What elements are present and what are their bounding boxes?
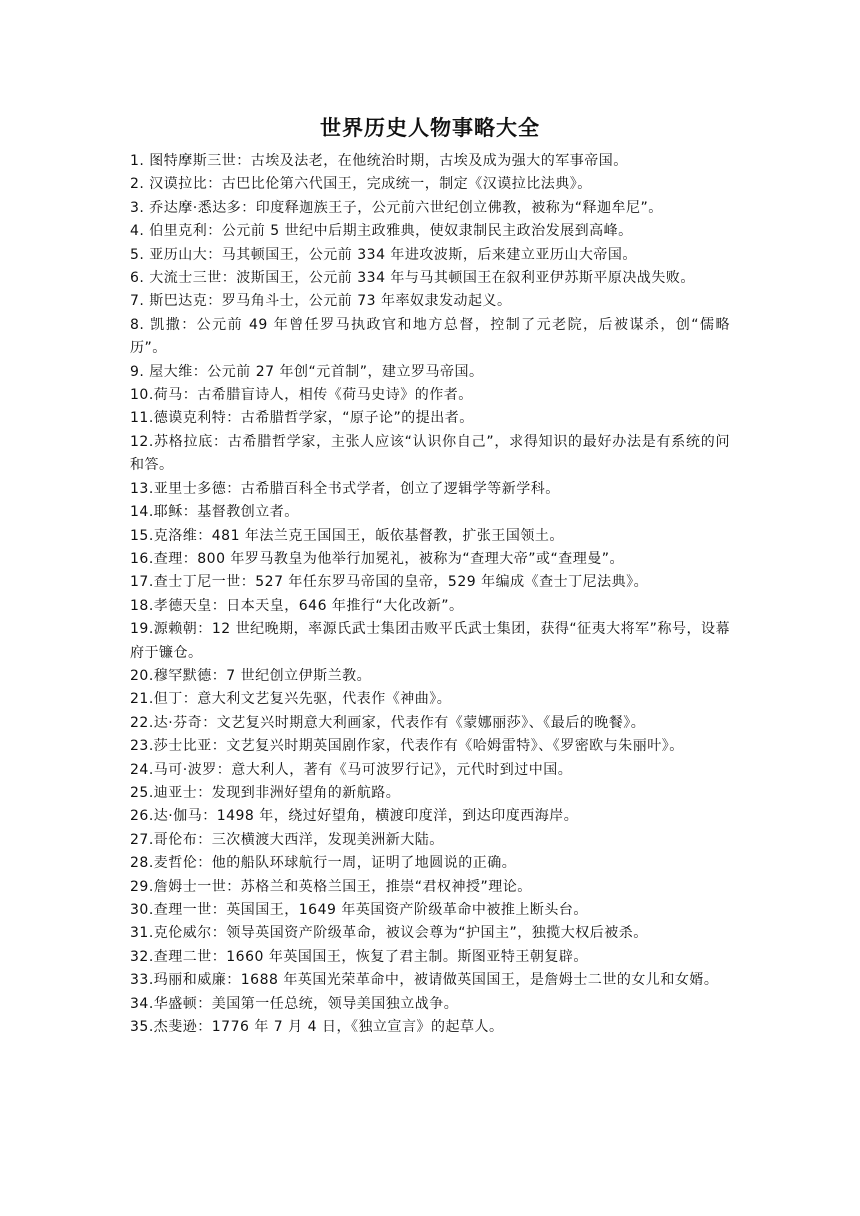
list-item: 19.源赖朝：12 世纪晚期，率源氏武士集团击败平氏武士集团，获得“征夷大将军”称号，设幕府于镰仓。 <box>130 621 730 661</box>
list-item: 30.查理一世：英国国王，1649 年英国资产阶级革命中被推上断头台。 <box>130 902 588 918</box>
list-item: 6. 大流士三世：波斯国王，公元前 334 年与马其顿国王在叙利亚伊苏斯平原决战失败。 <box>130 270 695 287</box>
list-item: 31.克伦威尔：领导英国资产阶级革命，被议会尊为“护国主”，独揽大权后被杀。 <box>130 925 648 942</box>
list-item: 28.麦哲伦：他的船队环球航行一周，证明了地圆说的正确。 <box>130 855 517 872</box>
list-item: 16.查理：800 年罗马教皇为他举行加冕礼，被称为“查理大帝”或“查理曼”。 <box>130 550 624 567</box>
list-item: 2. 汉谟拉比：古巴比伦第六代国王，完成统一，制定《汉谟拉比法典》。 <box>130 176 592 193</box>
list-item: 14.耶稣：基督教创立者。 <box>130 504 299 521</box>
list-item: 32.查理二世：1660 年英国国王，恢复了君主制。斯图亚特王朝复辟。 <box>130 948 588 965</box>
list-item: 24.马可·波罗：意大利人，著有《马可波罗行记》，元代时到过中国。 <box>130 761 573 778</box>
list-item: 12.苏格拉底：古希腊哲学家，主张人应该“认识你自己”，求得知识的最好办法是有系统的问和答。 <box>130 433 730 474</box>
list-item: 10.荷马：古希腊盲诗人，相传《荷马史诗》的作者。 <box>130 387 473 404</box>
list-item: 27.哥伦布：三次横渡大西洋，发现美洲新大陆。 <box>130 831 444 848</box>
list-item: 9. 屋大维：公元前 27 年创“元首制”，建立罗马帝国。 <box>130 363 484 380</box>
list-item: 20.穆罕默德：7 世纪创立伊斯兰教。 <box>130 667 372 684</box>
page-title: 世界历史人物事略大全 <box>320 116 540 140</box>
list-item: 15.克洛维：481 年法兰克王国国王，皈依基督教，扩张王国领土。 <box>130 527 564 544</box>
list-item: 13.亚里士多德：古希腊百科全书式学者，创立了逻辑学等新学科。 <box>130 480 560 497</box>
list-item: 26.达·伽马：1498 年，绕过好望角，横渡印度洋，到达印度西海岸。 <box>130 808 579 825</box>
list-item: 11.德谟克利特：古希腊哲学家，“原子论”的提出者。 <box>130 410 474 427</box>
list-item: 35.杰斐逊：1776 年 7 月 4 日，《独立宣言》的起草人。 <box>130 1019 504 1036</box>
list-item: 8. 凯撒：公元前 49 年曾任罗马执政官和地方总督，控制了元老院，后被谋杀，创“儒略历”。 <box>130 316 730 357</box>
list-item: 17.查士丁尼一世：527 年任东罗马帝国的皇帝，529 年编成《查士丁尼法典》。 <box>130 574 649 591</box>
list-item: 22.达·芬奇：文艺复兴时期意大利画家，代表作有《蒙娜丽莎》、《最后的晚餐》。 <box>130 714 646 731</box>
list-item: 29.詹姆士一世：苏格兰和英格兰国王，推崇“君权神授”理论。 <box>130 878 532 895</box>
list-item: 33.玛丽和威廉：1688 年英国光荣革命中，被请做英国国王，是詹姆士二世的女儿和女婿。 <box>130 972 719 989</box>
entry-list <box>130 150 730 1039</box>
list-item: 3. 乔达摩·悉达多：印度释迦族王子，公元前六世纪创立佛教，被称为“释迦牟尼”。 <box>130 199 663 216</box>
list-item: 5. 亚历山大：马其顿国王，公元前 334 年进攻波斯，后来建立亚历山大帝国。 <box>130 246 637 263</box>
list-item: 1. 图特摩斯三世：古埃及法老，在他统治时期，古埃及成为强大的军事帝国。 <box>130 153 628 169</box>
list-item: 4. 伯里克利：公元前 5 世纪中后期主政雅典，使奴隶制民主政治发展到高峰。 <box>130 223 633 240</box>
list-item: 23.莎士比亚：文艺复兴时期英国剧作家，代表作有《哈姆雷特》、《罗密欧与朱丽叶》。 <box>130 738 684 755</box>
list-item: 25.迪亚士：发现到非洲好望角的新航路。 <box>130 784 401 801</box>
list-item: 7. 斯巴达克：罗马角斗士，公元前 73 年率奴隶发动起义。 <box>130 293 512 310</box>
list-item: 18.孝德天皇：日本天皇，646 年推行“大化改新”。 <box>130 597 464 614</box>
list-item: 21.但丁：意大利文艺复兴先驱，代表作《神曲》。 <box>130 691 452 708</box>
list-item: 34.华盛顿：美国第一任总统，领导美国独立战争。 <box>130 995 459 1012</box>
